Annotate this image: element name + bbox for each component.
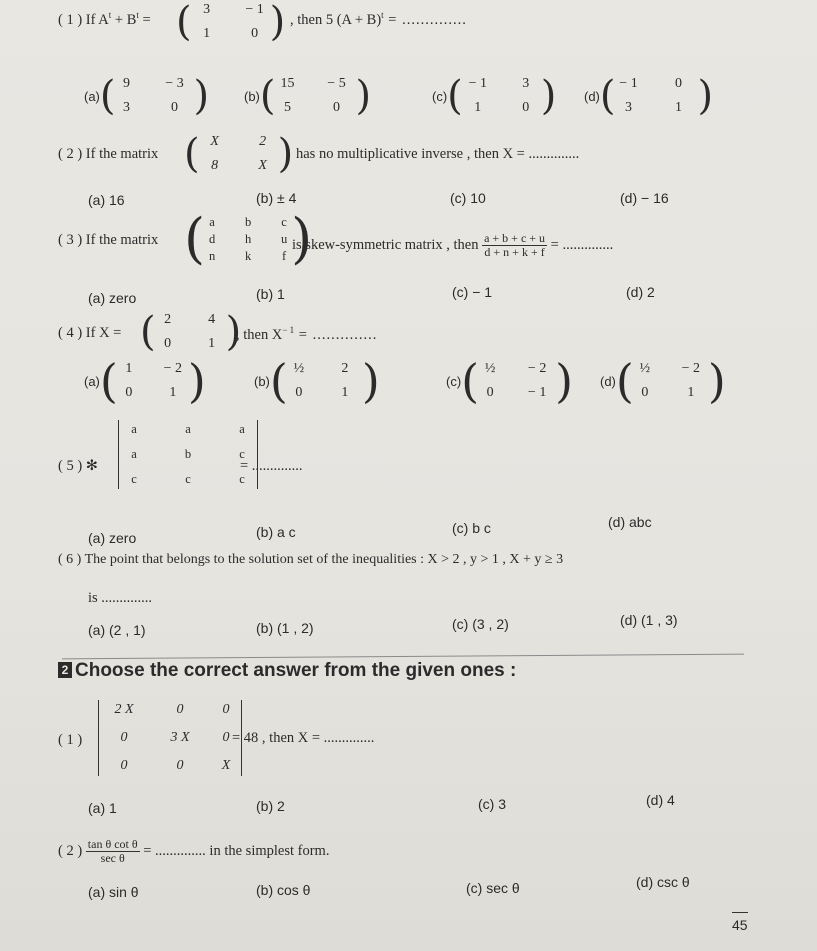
q3-stem: ( 3 ) If the matrix (58, 232, 159, 248)
q1-number: ( 1 ) (58, 11, 83, 28)
q3-option-d[interactable]: (d) 2 (626, 284, 655, 300)
q2-option-d[interactable]: (d) − 16 (620, 190, 669, 206)
q4-option-d[interactable]: (d) ( ½ − 2 0 1 ) (600, 354, 726, 408)
q4-option-b[interactable]: (b) ( ½ 2 0 1 ) (254, 354, 380, 408)
s2q2-stem: ( 2 ) $\frac{\text{tan θ cot θ}}{\text{sec θ}}$ = .............. in the simplest form. (58, 837, 330, 866)
s2q2-fraction: $\frac{\text{tan θ cot θ}}{\text{sec θ}}$ (87, 837, 138, 866)
q4-option-c[interactable]: (c) ( ½ − 2 0 − 1 ) (446, 354, 574, 408)
q5-number: ( 5 ) ✻ (58, 458, 98, 474)
q6-option-d[interactable]: (d) (1 , 3) (620, 612, 678, 628)
q6-option-b[interactable]: (b) (1 , 2) (256, 620, 314, 636)
s2q1-stem-end: = 48 , then X = .............. (232, 730, 375, 746)
q2-option-c[interactable]: (c) 10 (450, 190, 486, 206)
q1-stem-right: , then 5 $(A + B)^t$ = .............. (290, 10, 467, 28)
s2q2-option-a[interactable]: (a) sin θ (88, 884, 139, 900)
q4-option-a[interactable]: (a) ( 1 − 2 0 1 ) (84, 354, 206, 408)
s2q1-option-b[interactable]: (b) 2 (256, 798, 285, 814)
q6-stem: ( 6 ) The point that belongs to the solution set of the inequalities : X > 2 , y > 1 , X + y ≥ 3 (58, 552, 564, 567)
q5-determinant: a a a a b c c c c (118, 420, 258, 489)
s2q2-option-d[interactable]: (d) csc θ (636, 874, 690, 890)
q1-option-b[interactable]: (b) ( 15 − 5 5 0 ) (244, 73, 372, 119)
s2q1-option-c[interactable]: (c) 3 (478, 796, 506, 812)
page-number: 45 (732, 912, 748, 933)
q5-stem-end: = .............. (240, 458, 303, 474)
section2-heading (58, 660, 516, 682)
s2q1-number: ( 1 ) (58, 732, 83, 748)
s2q2-option-b[interactable]: (b) cos θ (256, 882, 311, 898)
q1-stem: ( 1 ) If $A^t + B^t$ = (58, 10, 151, 28)
s2q1-determinant: 2 X 0 0 0 3 X 0 0 0 X (98, 700, 242, 776)
q5-option-c[interactable]: (c) b c (452, 520, 491, 536)
q6-stem2: is .............. (88, 590, 153, 606)
q1-option-c[interactable]: (c) ( − 1 3 1 0 ) (432, 73, 557, 119)
q4-matrix: ( 2 4 0 1 ) (140, 309, 242, 355)
q4-stem-right: , then $X^{- 1}$ = .............. (236, 325, 378, 343)
s2q1-option-d[interactable]: (d) 4 (646, 792, 675, 808)
section-divider (62, 654, 744, 660)
q3-option-a[interactable]: (a) zero (88, 290, 137, 306)
q4-stem: ( 4 ) If X = (58, 325, 122, 341)
s2q1-option-a[interactable]: (a) 1 (88, 800, 117, 816)
q3-stem-right: is skew-symmetric matrix , then $\frac{a + b + c + u}{d + n + k + f}$ = .............. (292, 231, 614, 260)
q1-matrix: ( 3 − 1 1 0 ) (176, 0, 286, 45)
q1-option-a[interactable]: (a) ( 9 − 3 3 0 ) (84, 73, 210, 119)
s2q2-option-c[interactable]: (c) sec θ (466, 880, 520, 896)
q2-matrix: ( X 2 8 X ) (184, 131, 294, 177)
q2-option-a[interactable]: (a) 16 (88, 192, 125, 208)
q1-option-d[interactable]: (d) ( − 1 0 3 1 ) (584, 73, 714, 119)
q2-stem: ( 2 ) If the matrix (58, 146, 159, 162)
section2-title: Choose the correct answer from the given ones : (75, 660, 517, 681)
q6-option-c[interactable]: (c) (3 , 2) (452, 616, 509, 632)
q3-matrix: ( a b c d h u n k f ) (184, 207, 313, 270)
q3-option-c[interactable]: (c) − 1 (452, 284, 493, 300)
q5-option-b[interactable]: (b) a c (256, 524, 296, 540)
q6-option-a[interactable]: (a) (2 , 1) (88, 622, 146, 638)
q5-option-d[interactable]: (d) abc (608, 514, 652, 530)
q3-option-b[interactable]: (b) 1 (256, 286, 285, 302)
q3-fraction: $\frac{a + b + c + u}{d + n + k + f}$ (484, 231, 546, 260)
q2-option-b[interactable]: (b) ± 4 (256, 190, 297, 206)
q5-option-a[interactable]: (a) zero (88, 530, 137, 546)
q2-stem-right: has no multiplicative inverse , then X = .............. (296, 146, 580, 162)
section2-badge: 2 (58, 662, 72, 678)
